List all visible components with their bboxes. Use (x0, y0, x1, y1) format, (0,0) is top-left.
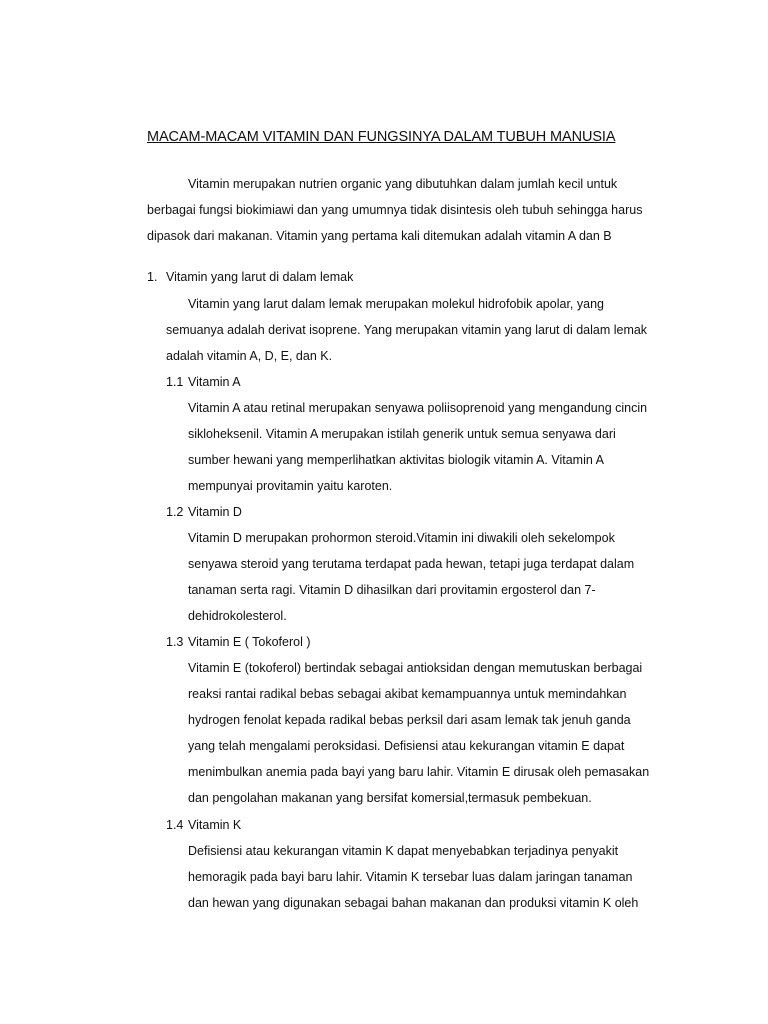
intro-line: Vitamin merupakan nutrien organic yang dibutuhkan dalam jumlah kecil untuk (188, 177, 618, 191)
subsection-line: dan pengolahan makanan yang bersifat komersial,termasuk pembekuan. (188, 791, 592, 805)
subsection-line: Defisiensi atau kekurangan vitamin K dapat menyebabkan terjadinya penyakit (188, 844, 619, 858)
subsection-line: reaksi rantai radikal bebas sebagai akibat kemampuannya untuk memindahkan (188, 687, 627, 701)
section-paragraph-line: adalah vitamin A, D, E, dan K. (166, 349, 333, 363)
section-heading (147, 269, 353, 285)
subsection-heading-text: Vitamin D (188, 505, 242, 519)
section-number: 1. (147, 270, 158, 284)
subsection-number: 1.4 (166, 818, 184, 832)
section-heading-text: Vitamin yang larut di dalam lemak (166, 270, 354, 284)
intro-line: dipasok dari makanan. Vitamin yang pertama kali ditemukan adalah vitamin A dan B (147, 229, 612, 243)
subsection-line: tanaman serta ragi. Vitamin D dihasilkan dari provitamin ergosterol dan 7- (188, 583, 596, 597)
subsection-number: 1.1 (166, 375, 184, 389)
subsection-line: hemoragik pada bayi baru lahir. Vitamin K tersebar luas dalam jaringan tanaman (188, 870, 633, 884)
subsection-heading (166, 634, 311, 650)
subsection-number: 1.2 (166, 505, 184, 519)
section-paragraph-line: Vitamin yang larut dalam lemak merupakan molekul hidrofobik apolar, yang (188, 297, 604, 311)
subsection-line: menimbulkan anemia pada bayi yang baru lahir. Vitamin E dirusak oleh pemasakan (188, 765, 650, 779)
subsection-heading-text: Vitamin A (188, 375, 241, 389)
subsection-line: mempunyai provitamin yaitu karoten. (188, 479, 393, 493)
subsection-heading-text: Vitamin K (188, 818, 242, 832)
subsection-heading-text: Vitamin E ( Tokoferol ) (188, 635, 311, 649)
section-paragraph-line: semuanya adalah derivat isoprene. Yang merupakan vitamin yang larut di dalam lemak (166, 323, 648, 337)
subsection-line: Vitamin E (tokoferol) bertindak sebagai antioksidan dengan memutuskan berbagai (188, 661, 643, 675)
subsection-line: dehidrokolesterol. (188, 609, 287, 623)
subsection-line: Vitamin A atau retinal merupakan senyawa poliisoprenoid yang mengandung cincin (188, 401, 648, 415)
intro-line: berbagai fungsi biokimiawi dan yang umumnya tidak disintesis oleh tubuh sehingga harus (147, 203, 643, 217)
subsection-heading (166, 817, 241, 833)
document-title: MACAM-MACAM VITAMIN DAN FUNGSINYA DALAM TUBUH MANUSIA (147, 129, 616, 145)
subsection-line: senyawa steroid yang terutama terdapat pada hewan, tetapi juga terdapat dalam (188, 557, 635, 571)
subsection-line: sikloheksenil. Vitamin A merupakan istilah generik untuk semua senyawa dari (188, 427, 616, 441)
subsection-line: yang telah mengalami peroksidasi. Defisiensi atau kekurangan vitamin E dapat (188, 739, 625, 753)
subsection-number: 1.3 (166, 635, 184, 649)
subsection-heading (166, 504, 242, 520)
subsection-heading (166, 374, 241, 390)
subsection-line: sumber hewani yang memperlihatkan aktivitas biologik vitamin A. Vitamin A (188, 453, 604, 467)
subsection-line: hydrogen fenolat kepada radikal bebas perksil dari asam lemak tak jenuh ganda (188, 713, 631, 727)
subsection-line: Vitamin D merupakan prohormon steroid.Vitamin ini diwakili oleh sekelompok (188, 531, 615, 545)
subsection-line: dan hewan yang digunakan sebagai bahan makanan dan produksi vitamin K oleh (188, 896, 639, 910)
